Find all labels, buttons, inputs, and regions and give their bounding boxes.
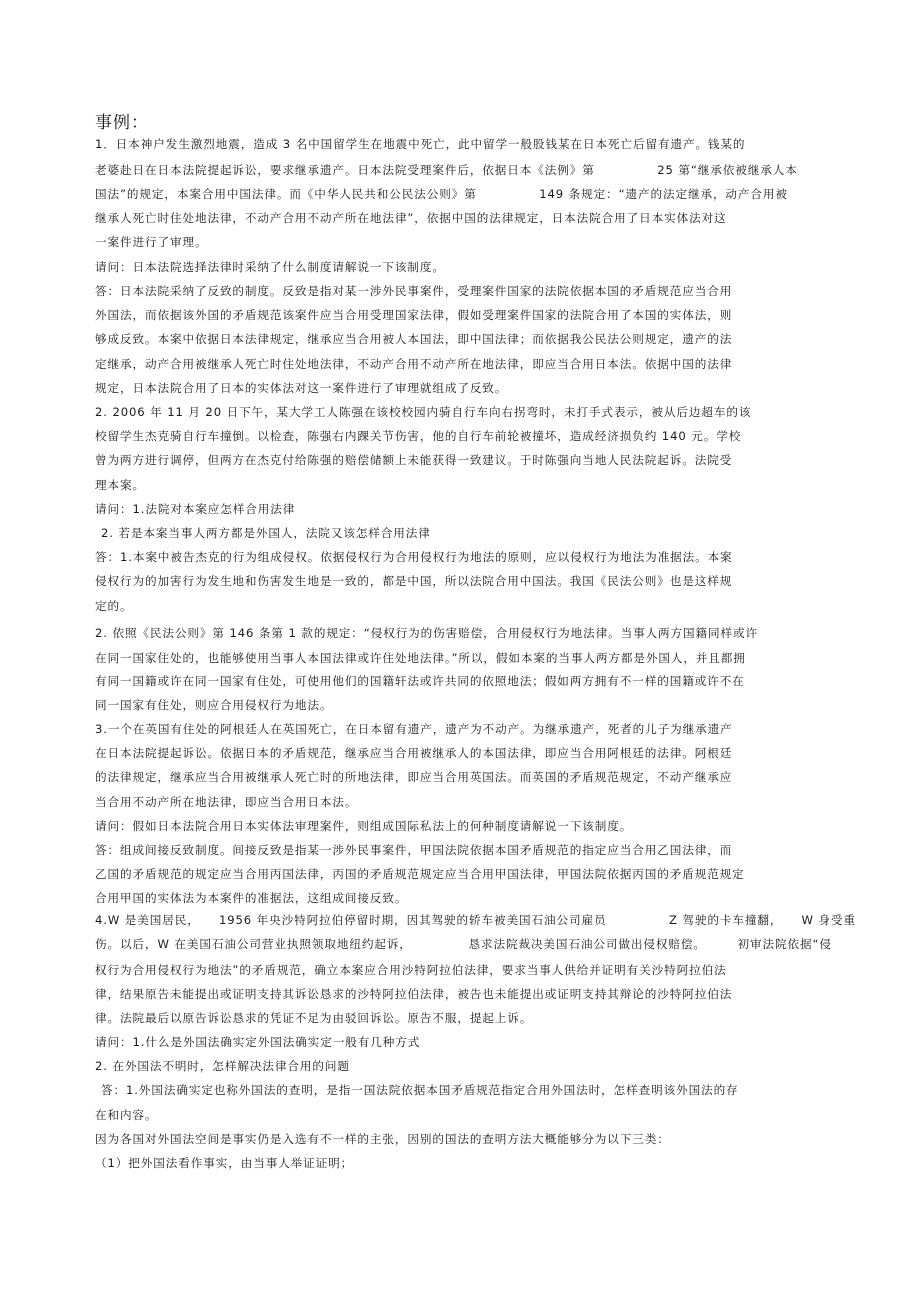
text-line: 答：日本法院采纳了反致的制度。反致是指对某一涉外民事案件，受理案件国家的法院依据本国的矛盾规范应当合用 — [95, 284, 733, 298]
text-line: 一案件进行了审理。 — [95, 235, 208, 249]
text-line: 4.W 是美国居民， 1956 年央沙特阿拉伯停留时期，因其驾驶的轿车被美国石油公司雇员 Z 驾驶的卡车撞翻， W 身受重 — [95, 913, 856, 927]
text-line: 的法律规定，继承应当合用被继承人死亡时的所地法律，即应当合用英国法。而英国的矛盾规范规定，不动产继承应 — [95, 770, 733, 784]
text-line: 3.一个在英国有住处的阿根廷人在英国死亡，在日本留有遗产，遗产为不动产。为继承遗产，死者的儿子为继承遗产 — [95, 722, 733, 736]
text-line: 请问：1.法院对本案应怎样合用法律 — [95, 502, 296, 516]
text-line: （1）把外国法看作事实，由当事人举证证明； — [95, 1156, 354, 1170]
text-line: 律，结果原告未能提出或证明支持其诉讼恳求的沙特阿拉伯法律，被告也未能提出或证明支持其辩论的沙特阿拉伯法 — [95, 987, 733, 1001]
text-line: 2. 在外国法不明时，怎样解决法律合用的问题 — [95, 1059, 350, 1073]
text-line: 答：组成间接反致制度。间接反致是指某一涉外民事案件，甲国法院依据本国矛盾规范的指定应当合用乙国法律，而 — [95, 843, 733, 857]
text-line: 老婆赴日在日本法院提起诉讼，要求继承遗产。日本法院受理案件后，依据日本《法例》第 25 第“继承依被继承人本 — [95, 163, 798, 177]
text-line: 答：1.本案中被告杰克的行为组成侵权。依据侵权行为合用侵权行为地法的原则，应以侵权行为地法为准据法。本案 — [95, 550, 733, 564]
text-line: 律。法院最后以原告诉讼恳求的凭证不足为由驳回诉讼。原告不服，提起上诉。 — [95, 1011, 533, 1025]
text-line: 请问：日本法院选择法律时采纳了什么制度请解说一下该制度。 — [95, 260, 445, 274]
document-title: 事例： — [95, 113, 149, 133]
text-line: 国法”的规定，本案合用中国法律。而《中华人民共和公民法公则》第 149 条规定：“遗产的法定继承，动产合用被 — [95, 187, 788, 201]
text-line: 2. 2006 年 11 月 20 日下午，某大学工人陈强在该校校园内骑自行车向右拐弯时，未打手式表示，被从后边超车的该 — [95, 405, 752, 419]
text-line: 在和内容。 — [95, 1108, 158, 1122]
text-line: 够成反致。本案中依据日本法律规定，继承应当合用被人本国法，即中国法律；而依据我公民法公则规定，遗产的法 — [95, 332, 733, 346]
text-line: 同一国家有住处，则应合用侵权行为地法。 — [95, 698, 333, 712]
text-line: 曾为两方进行调停，但两方在杰克付给陈强的赔偿储额上未能获得一致建议。于时陈强向当地人民法院起诉。法院受 — [95, 453, 733, 467]
text-line: 1．日本神户发生激烈地震，造成 3 名中国留学生在地震中死亡，此中留学一般股钱某在日本死亡后留有遗产。钱某的 — [95, 137, 746, 151]
text-line: 合用甲国的实体法为本案件的准据法，这组成间接反致。 — [95, 891, 408, 905]
text-line: 在同一国家住处的，也能够使用当事人本国法律或许住处地法律。”所以，假如本案的当事人两方都是外国人，并且都拥 — [95, 651, 746, 665]
text-line: 规定，日本法院合用了日本的实体法对这一案件进行了审理就组成了反致。 — [95, 381, 508, 395]
text-line: 答：1.外国法确实定也称外国法的查明，是指一国法院依据本国矛盾规范指定合用外国法时，怎样查明该外国法的存 — [101, 1083, 739, 1097]
text-line: 在日本法院提起诉讼。依据日本的矛盾规范，继承应当合用被继承人的本国法律，即应当合用阿根廷的法律。阿根廷 — [95, 746, 733, 760]
text-line: 因为各国对外国法空间是事实仍是入选有不一样的主张，因别的国法的查明方法大概能够分为以下三类： — [95, 1132, 670, 1146]
text-line: 伤。以后，W 在美国石油公司营业执照领取地纽约起诉， 恳求法院裁决美国石油公司做出侵权赔偿。 初审法院依据“侵 — [95, 937, 832, 951]
text-line: 有同一国籍或许在同一国家有住处，可使用他们的国籍轩法或许共同的依照地法；假如两方拥有不一样的国籍或许不在 — [95, 674, 745, 688]
text-line: 侵权行为的加害行为发生地和伤害发生地是一致的，都是中国，所以法院合用中国法。我国《民法公则》也是这样规 — [95, 574, 733, 588]
text-line: 权行为合用侵权行为地法”的矛盾规范，确立本案应合用沙特阿拉伯法律，要求当事人供给并证明有关沙特阿拉伯法 — [95, 963, 727, 977]
text-line: 乙国的矛盾规范的规定应当合用丙国法律，丙国的矛盾规范规定应当合用甲国法律，甲国法院依据丙国的矛盾规范规定 — [95, 867, 745, 881]
text-line: 2. 依照《民法公则》第 146 条第 1 款的规定：“侵权行为的伤害赔偿，合用侵权行为地法律。当事人两方国籍同样或许 — [95, 626, 759, 640]
text-line: 理本案。 — [95, 478, 145, 492]
text-line: 请问：假如日本法院合用日本实体法审理案件，则组成国际私法上的何种制度请解说一下该制度。 — [95, 819, 633, 833]
text-line: 定的。 — [95, 599, 133, 613]
text-line: 请问：1.什么是外国法确实定外国法确实定一般有几种方式 — [95, 1035, 421, 1049]
text-line: 校留学生杰克骑自行车撞倒。以检查，陈强右内踝关节伤害，他的自行车前轮被撞坏，造成经济损负约 140 元。学校 — [95, 429, 742, 443]
text-line: 外国法，而依据该外国的矛盾规范该案件应当合用受理国家法律，假如受理案件国家的法院合用了本国的实体法，则 — [95, 308, 733, 322]
text-line: 2. 若是本案当事人两方都是外国人，法院又该怎样合用法律 — [101, 526, 431, 540]
text-line: 定继承，动产合用被继承人死亡时住处地法律，不动产合用不动产所在地法律，即应当合用日本法。依据中国的法律 — [95, 357, 733, 371]
text-line: 继承人死亡时住处地法律，不动产合用不动产所在地法律”，依据中国的法律规定，日本法院合用了日本实体法对这 — [95, 211, 727, 225]
text-line: 当合用不动产所在地法律，即应当合用日本法。 — [95, 795, 358, 809]
